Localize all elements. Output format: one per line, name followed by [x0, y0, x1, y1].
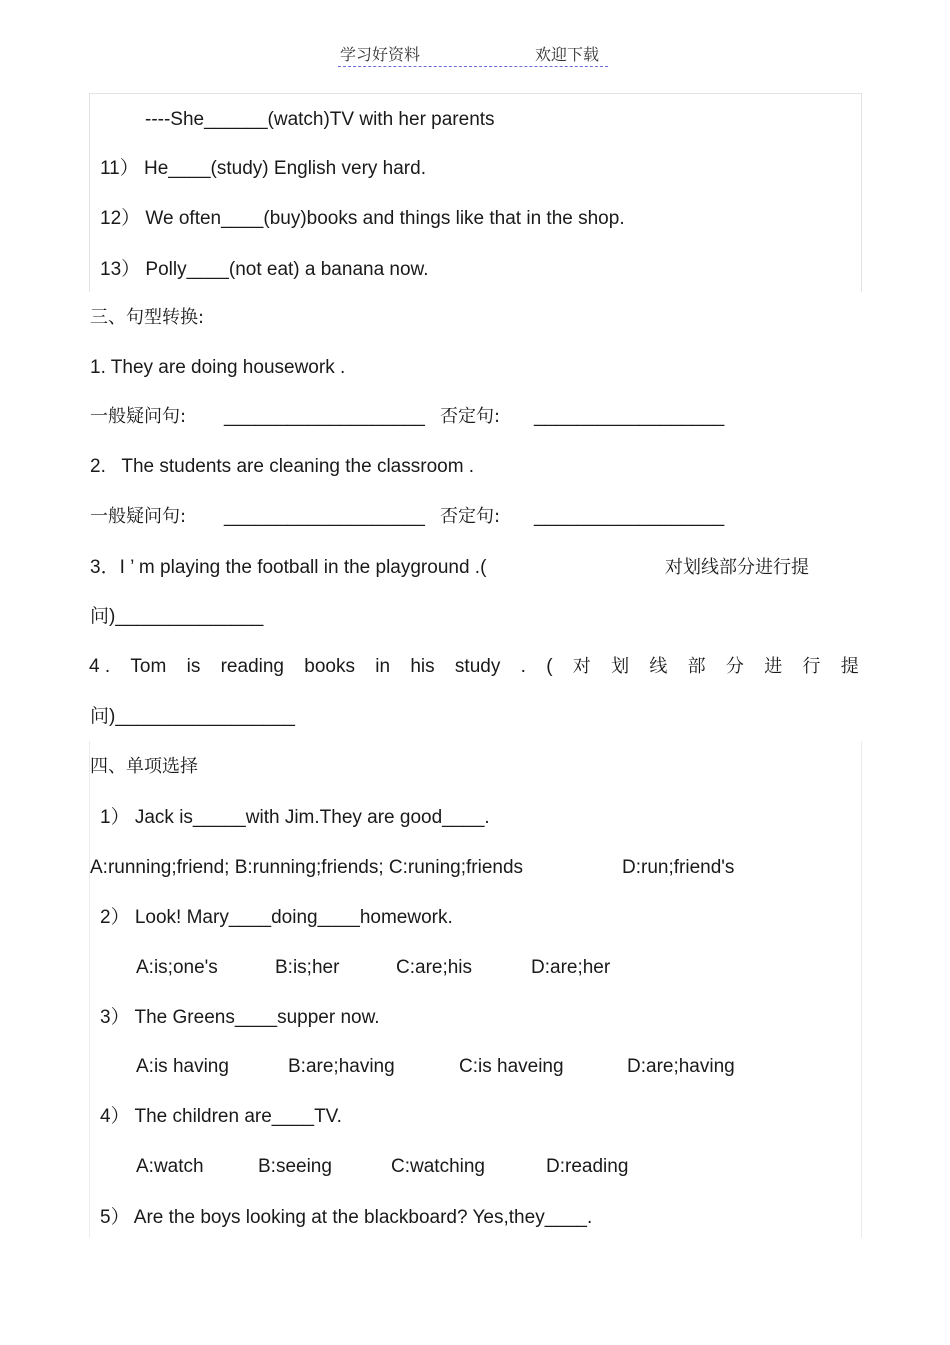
- s3-q1-yes-no-label: 一般疑问句:: [90, 406, 187, 427]
- s4-q4-option-d: D:reading: [546, 1156, 629, 1177]
- s4-q2-option-a: A:is;one's: [136, 957, 218, 978]
- s4-q4-option-b: B:seeing: [258, 1156, 332, 1177]
- header-left-text: 学习好资料: [340, 45, 421, 64]
- s3-question-3: 3．I ’ m playing the football in the playground .(: [90, 557, 487, 578]
- q4-word: books: [304, 656, 355, 677]
- s3-q3-instruction: 对划线部分进行提: [665, 557, 809, 578]
- s3-q4-continuation: 问)_________________: [90, 706, 295, 727]
- question-11: 11） He____(study) English very hard.: [100, 158, 426, 179]
- q4-word: .: [520, 656, 526, 677]
- s4-q3-option-d: D:are;having: [627, 1056, 735, 1077]
- q4-word: 分: [725, 656, 744, 677]
- s4-q1-option-d: D:run;friend's: [622, 857, 735, 878]
- s4-q3-option-c: C:is haveing: [459, 1056, 564, 1077]
- q4-word: is: [186, 656, 201, 677]
- page-header: [338, 40, 608, 67]
- s4-q4-option-c: C:watching: [391, 1156, 485, 1177]
- s4-q2-option-d: D:are;her: [531, 957, 611, 978]
- q4-word: 行: [802, 656, 821, 677]
- q4-word: 部: [687, 656, 706, 677]
- s4-question-5: 5） Are the boys looking at the blackboard? Yes,they____.: [100, 1207, 593, 1228]
- s4-q4-option-a: A:watch: [136, 1156, 204, 1177]
- s4-question-3: 3） The Greens____supper now.: [100, 1007, 380, 1028]
- question-10-continuation: ----She______(watch)TV with her parents: [145, 109, 495, 130]
- q4-word: reading: [220, 656, 284, 677]
- s3-question-2: 2. The students are cleaning the classroom .: [90, 456, 475, 477]
- q4-word: 提: [840, 656, 859, 677]
- section4-title: 四、单项选择: [90, 756, 198, 777]
- q4-word: 线: [649, 656, 668, 677]
- q4-word: 进: [764, 656, 783, 677]
- s4-q2-option-c: C:are;his: [396, 957, 473, 978]
- s3-q2-negative-label: 否定句:: [440, 506, 501, 527]
- s4-q2-option-b: B:is;her: [275, 957, 340, 978]
- s4-q3-option-a: A:is having: [136, 1056, 229, 1077]
- header-right-text: 欢迎下载: [535, 45, 600, 64]
- s4-question-1: 1） Jack is_____with Jim.They are good____.: [100, 807, 490, 828]
- s4-question-2: 2） Look! Mary____doing____homework.: [100, 907, 453, 928]
- question-12: 12） We often____(buy)books and things like that in the shop.: [100, 208, 625, 229]
- q4-word: in: [375, 656, 391, 677]
- q4-word: 划: [611, 656, 630, 677]
- s3-question-1: 1. They are doing housework .: [90, 357, 346, 378]
- s3-q2-blank2: __________________: [534, 506, 725, 527]
- s4-question-4: 4） The children are____TV.: [100, 1106, 342, 1127]
- s3-q3-continuation: 问)______________: [90, 606, 264, 627]
- q4-word: Tom: [130, 656, 167, 677]
- q4-word: 对: [572, 656, 591, 677]
- s3-q1-negative-label: 否定句:: [440, 406, 501, 427]
- s4-q3-option-b: B:are;having: [288, 1056, 395, 1077]
- section3-title: 三、句型转换:: [90, 307, 205, 328]
- question-13: 13） Polly____(not eat) a banana now.: [100, 259, 429, 280]
- q4-word: his: [410, 656, 435, 677]
- s3-q1-blank2: __________________: [534, 406, 725, 427]
- s3-q2-yes-no-label: 一般疑问句:: [90, 506, 187, 527]
- s3-q2-blank1: ___________________: [224, 506, 425, 527]
- s4-q1-options: A:running;friend; B:running;friends; C:runing;friends: [90, 857, 524, 878]
- q4-word: study: [454, 656, 501, 677]
- q4-word: 4 .: [89, 656, 111, 677]
- s3-q1-blank1: ___________________: [224, 406, 425, 427]
- q4-word: (: [546, 656, 553, 677]
- s3-question-4: [89, 655, 859, 679]
